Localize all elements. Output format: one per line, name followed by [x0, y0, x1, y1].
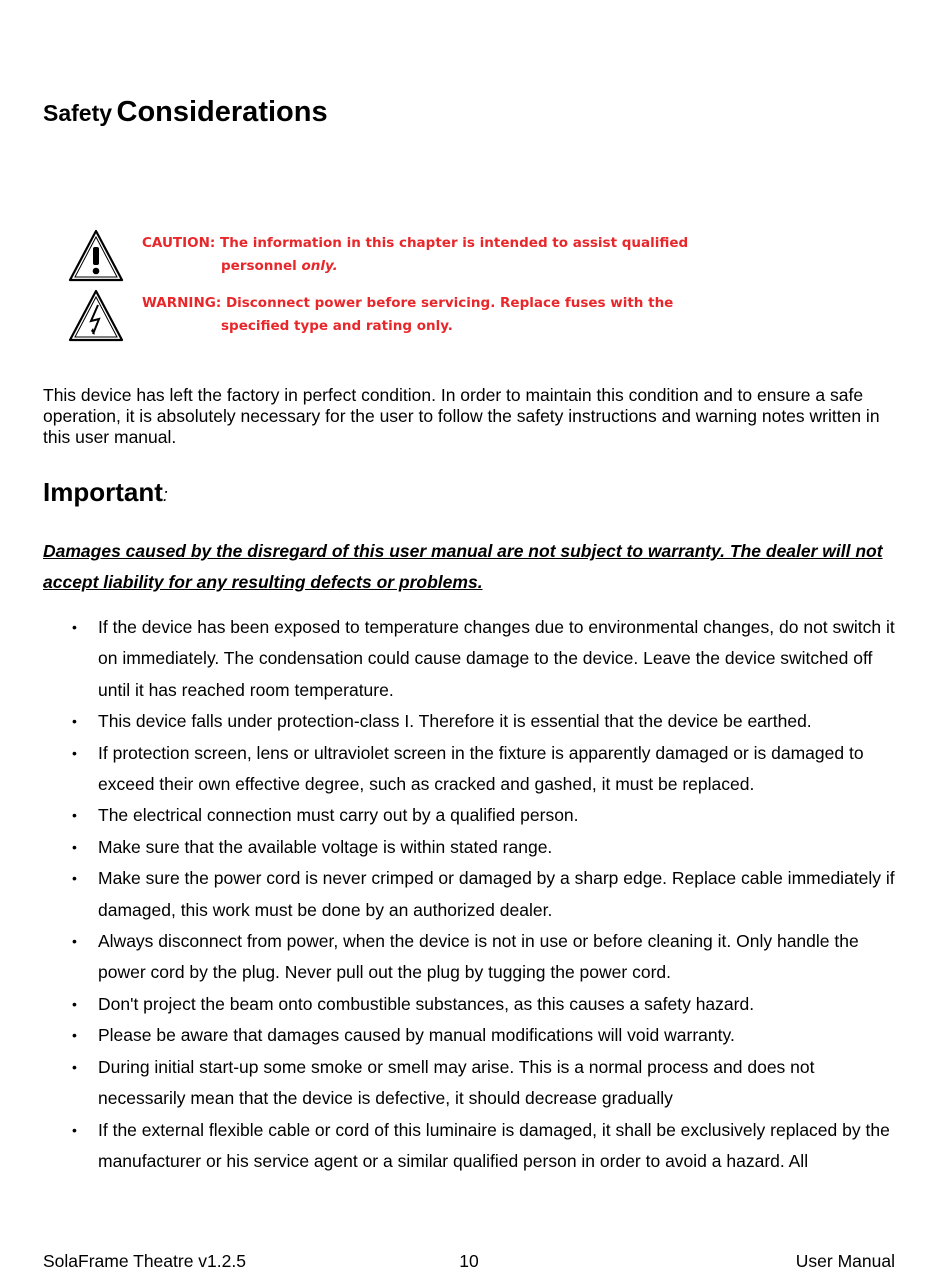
list-item [43, 926, 903, 989]
exclamation-triangle-icon [67, 228, 125, 284]
warranty-disclaimer: Damages caused by the disregard of this user manual are not subject to warranty. The dealer will not accept liability for any resulting defects or problems. [43, 541, 883, 592]
bullet-icon: • [72, 1058, 77, 1075]
list-item-text: Don't project the beam onto combustible substances, as this causes a safety hazard. [98, 993, 755, 1014]
list-item-text: Make sure that the available voltage is within stated range. [98, 836, 553, 857]
list-item [43, 1052, 903, 1115]
list-item-text: If protection screen, lens or ultraviolet screen in the fixture is apparently damaged or is damaged to exceed their own effective degree, such as cracked and gashed, it must be replaced. [98, 742, 864, 795]
list-item-text: If the device has been exposed to temperature changes due to environmental changes, do not switch it on immediately. The condensation could cause damage to the device. Leave the device switched off until it has reached room temperature. [98, 617, 895, 700]
bullet-icon: • [72, 1121, 77, 1138]
important-heading [43, 477, 168, 508]
list-item-text: Always disconnect from power, when the device is not in use or before cleaning it. Only handle the power cord by the plug. Never pull out the plug by tugging the power cord. [98, 931, 859, 983]
list-item-text: If the external flexible cable or cord of this luminaire is damaged, it shall be exclusively replaced by the manufacturer or his service agent or a similar qualified person in order to avoid a hazard. All [98, 1119, 890, 1171]
warning-label: WARNING: [142, 295, 222, 311]
caution-text [142, 232, 742, 278]
list-item-text: During initial start-up some smoke or smell may arise. This is a normal process and does not necessarily mean that the device is defective, it should decrease gradually [98, 1056, 815, 1109]
important-heading-text: Important [43, 477, 163, 507]
page-footer [43, 1251, 895, 1275]
bullet-icon: • [72, 995, 77, 1012]
list-item [43, 738, 903, 801]
footer-product-version: SolaFrame Theatre v1.2.5 [43, 1251, 246, 1271]
footer-page-number: 10 [459, 1251, 479, 1271]
safety-instructions-list [43, 612, 903, 1177]
list-item [43, 1115, 903, 1178]
warning-line-2: specified type and rating only. [221, 318, 453, 334]
page-title [43, 96, 328, 129]
list-item [43, 706, 903, 737]
caution-line-2-emphasis: only. [301, 258, 338, 274]
warning-line-1: Disconnect power before servicing. Replace fuses with the [225, 295, 674, 311]
list-item [43, 612, 903, 706]
lightning-triangle-icon [67, 288, 125, 344]
title-part-2: Considerations [116, 96, 328, 128]
intro-paragraph: This device has left the factory in perfect condition. In order to maintain this condition and to ensure a safe operation, it is absolutely necessary for the user to follow the safety instructions and warning notes written in this user manual. [43, 385, 880, 447]
list-item [43, 832, 903, 863]
footer-document-name: User Manual [795, 1251, 895, 1271]
important-heading-colon: : [162, 485, 168, 505]
list-item-text: The electrical connection must carry out by a qualified person. [98, 805, 579, 826]
list-item-text: Make sure the power cord is never crimped or damaged by a sharp edge. Replace cable immediately if damaged, this work must be done by an authorized dealer. [98, 868, 895, 920]
list-item-text: Please be aware that damages caused by manual modifications will void warranty. [98, 1025, 735, 1046]
title-part-1: Safety [43, 100, 113, 126]
caution-label: CAUTION: [142, 235, 216, 251]
bullet-icon: • [72, 807, 77, 824]
list-item-text: This device falls under protection-class I. Therefore it is essential that the device be earthed. [98, 711, 812, 732]
caution-line-2: personnel [221, 258, 302, 274]
list-item [43, 1020, 903, 1051]
bullet-icon: • [72, 933, 77, 950]
bullet-icon: • [72, 870, 77, 887]
warning-notice-block [67, 228, 747, 348]
bullet-icon: • [72, 619, 77, 635]
list-item [43, 800, 903, 831]
caution-line-1: The information in this chapter is intended to assist qualified [220, 235, 689, 251]
bullet-icon: • [72, 744, 77, 761]
bullet-icon: • [72, 1027, 77, 1044]
list-item [43, 989, 903, 1020]
bullet-icon: • [72, 838, 77, 855]
list-item [43, 863, 903, 926]
warning-text [142, 292, 742, 338]
bullet-icon: • [72, 713, 77, 730]
